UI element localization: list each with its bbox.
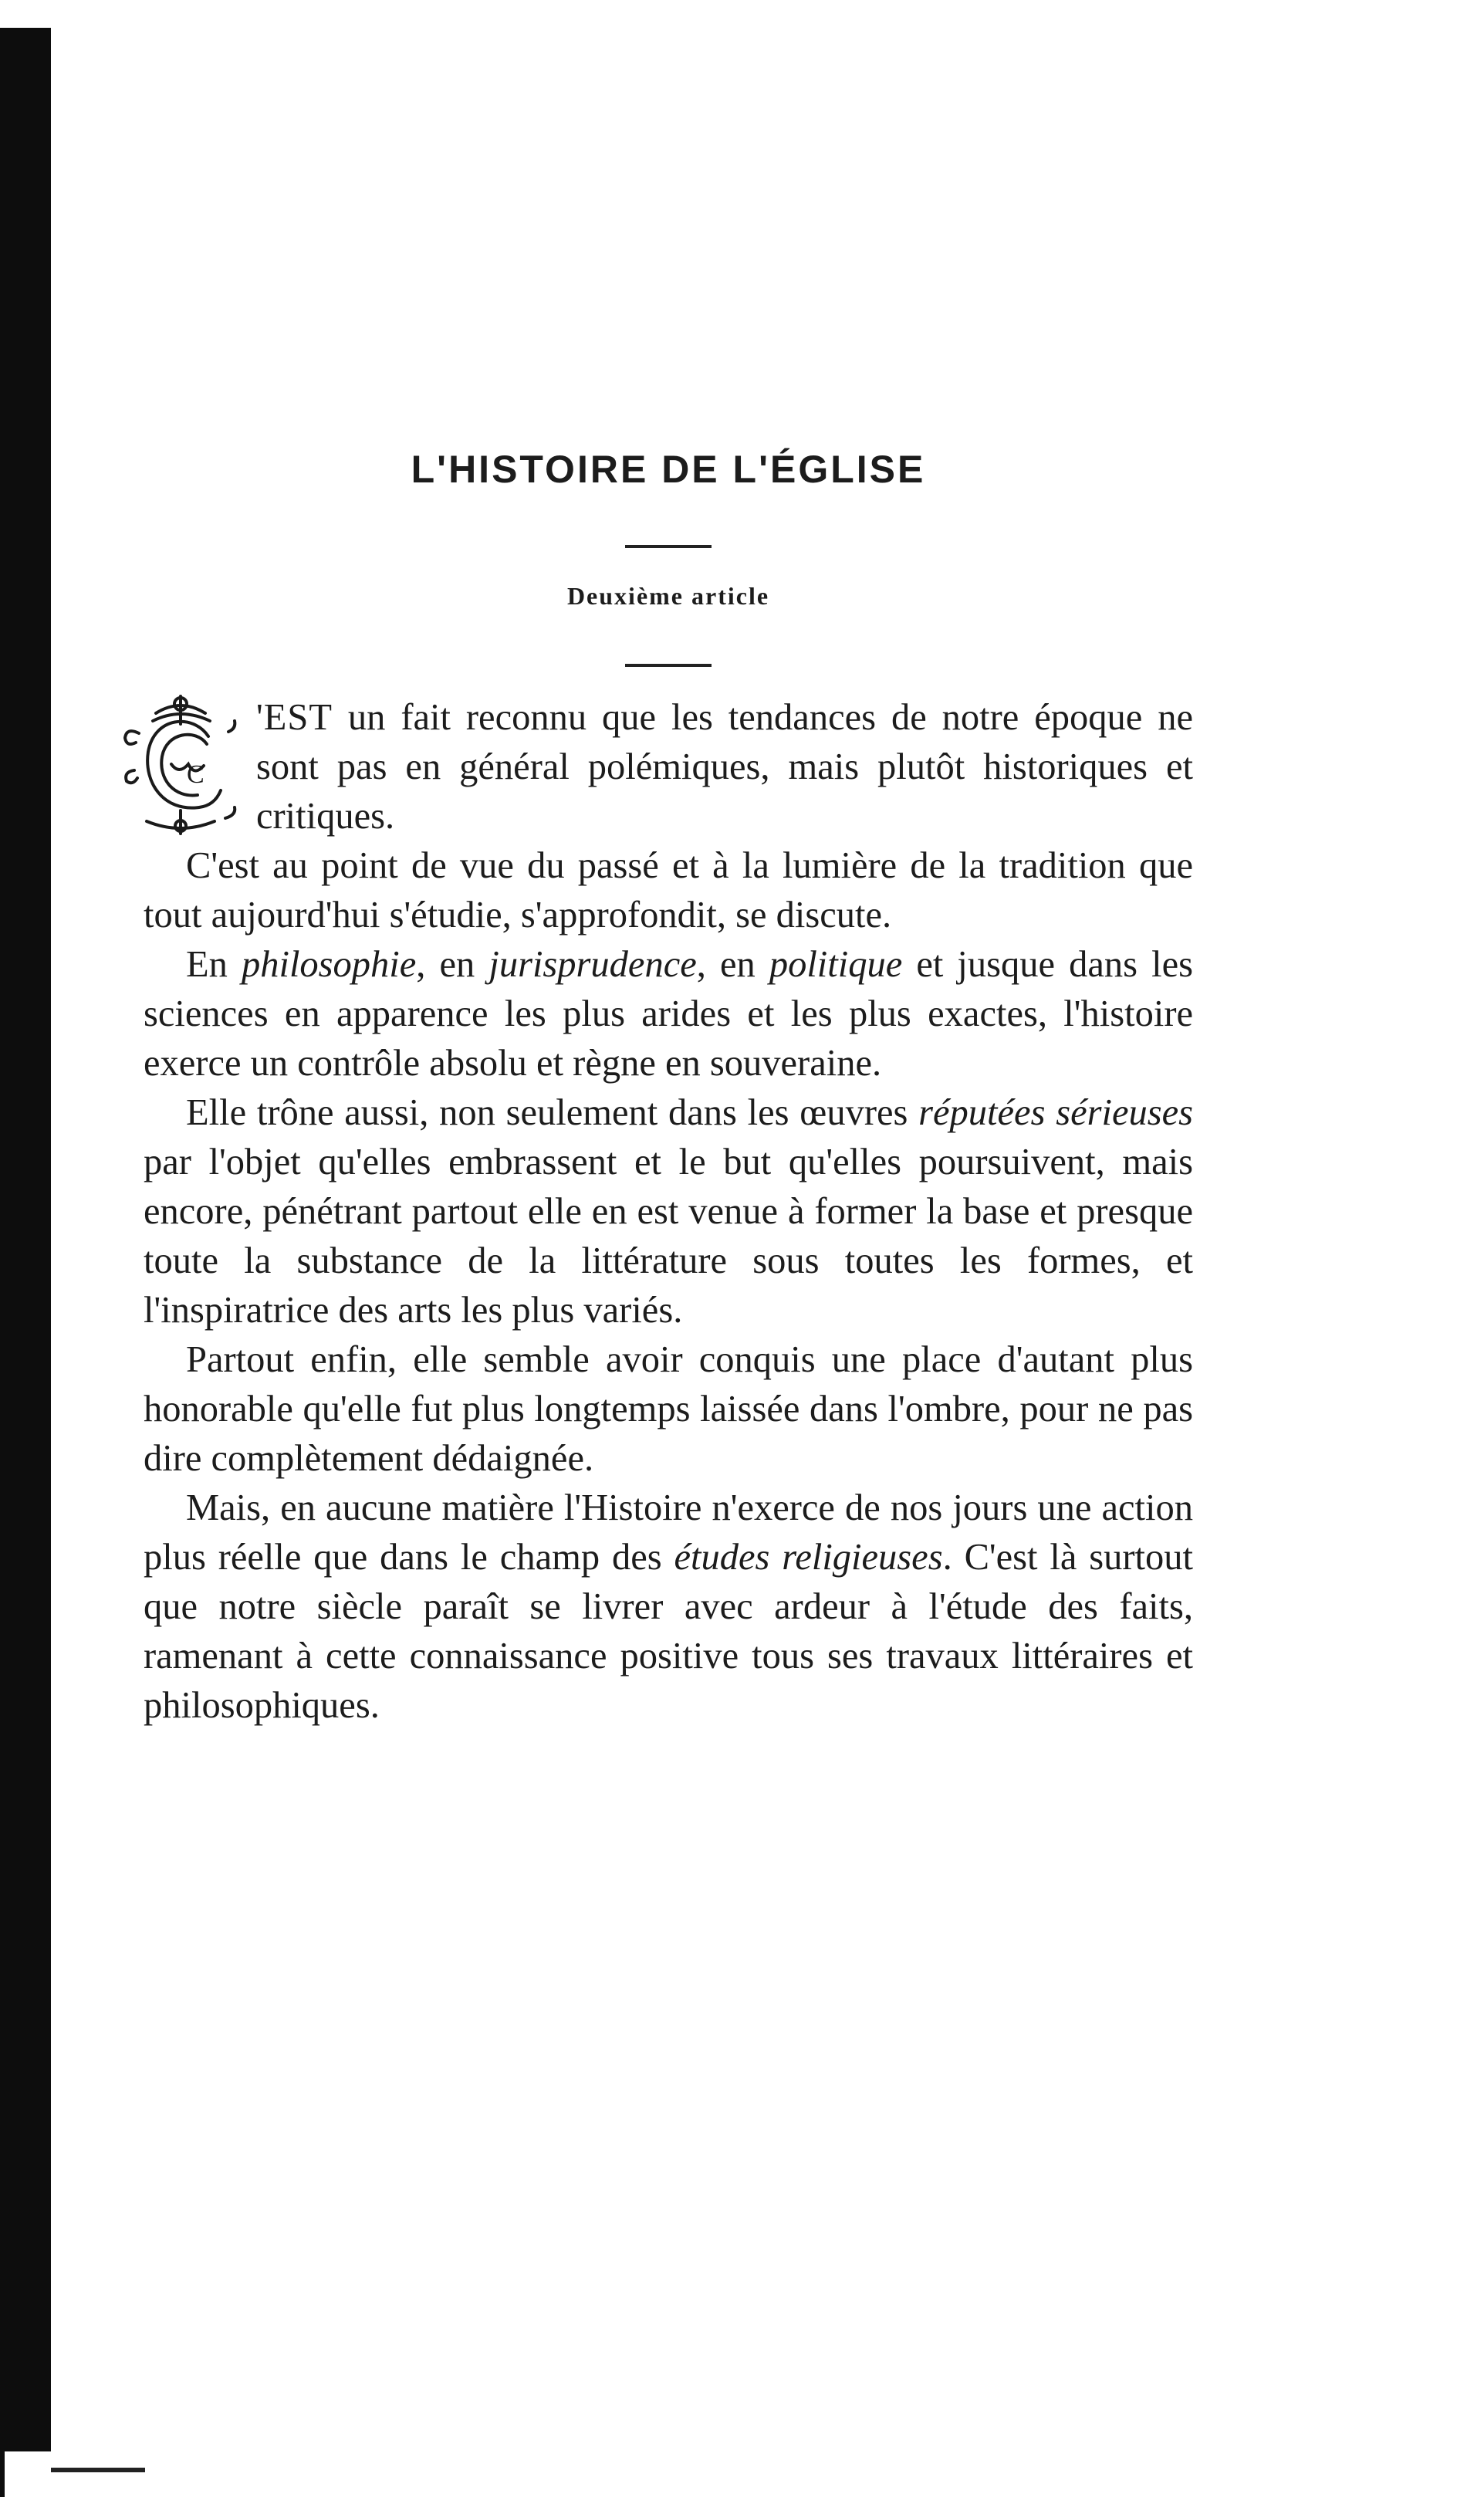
italic-term: politique <box>769 944 903 985</box>
text-run: par l'objet qu'elles embrassent et le but qu'elles poursuivent, mais encore, pénétrant partout elle en est venue à former la base et presque toute la substance de la littérature sous toutes les formes, et l'inspiratrice des arts les plus variés. <box>144 1142 1193 1331</box>
ornament-drop-cap-c-icon <box>116 690 245 838</box>
article-title: L'HISTOIRE DE L'ÉGLISE <box>411 448 926 491</box>
paragraph <box>144 1088 1193 1335</box>
drop-cap-letter: C <box>187 760 205 789</box>
text-run: . C'est là surtout que notre siècle paraît se livrer avec ardeur à l'étude des faits, ramenant à cette connaissance positive tous ses travaux littéraires et philosophiques. <box>144 1537 1193 1726</box>
text-run: Mais, en aucune matière l'Histoire n'exerce de nos jours une action plus réelle que dans le champ des <box>144 1487 1193 1578</box>
title-rule <box>625 545 712 548</box>
italic-term: jurisprudence <box>488 944 697 985</box>
bottom-rule <box>51 2468 145 2472</box>
text-run: Elle trône aussi, non seulement dans les œuvres <box>186 1092 919 1133</box>
article-subtitle: Deuxième article <box>566 582 770 610</box>
paragraph: C'est au point de vue du passé et à la lumière de la tradition que tout aujourd'hui s'étudie, s'approfondit, se discute. <box>144 845 1193 936</box>
italic-term: philosophie <box>241 944 417 985</box>
text-run: En <box>186 944 242 985</box>
article-body <box>144 693 1193 1731</box>
page-binding-edge <box>0 28 51 2451</box>
text-run: , en <box>416 944 489 985</box>
paragraph-text-run: un fait reconnu que les tendances de notre époque ne sont pas en général polémiques, mais plutôt historiques et critiques. <box>256 697 1193 837</box>
paragraph-text <box>144 693 1193 841</box>
ornamental-drop-cap <box>116 690 245 838</box>
paragraph: Partout enfin, elle semble avoir conquis une place d'autant plus honorable qu'elle fut plus longtemps laissée dans l'ombre, pour ne pas dire complètement dédaignée. <box>144 1339 1193 1479</box>
text-run: et jusque dans les sciences en apparence les plus arides et les plus exactes, l'histoire exerce un contrôle absolu et règne en souveraine. <box>144 944 1193 1084</box>
page-content <box>144 432 1193 1731</box>
subtitle-rule <box>625 664 712 667</box>
text-run: , en <box>696 944 769 985</box>
page-binding-edge <box>0 2451 5 2497</box>
paragraph <box>144 1484 1193 1731</box>
paragraph <box>144 693 1193 841</box>
italic-term: études religieuses <box>674 1537 943 1578</box>
italic-term: réputées sérieuses <box>918 1092 1193 1133</box>
paragraph <box>144 940 1193 1088</box>
drop-cap-continuation: 'EST <box>256 697 333 738</box>
